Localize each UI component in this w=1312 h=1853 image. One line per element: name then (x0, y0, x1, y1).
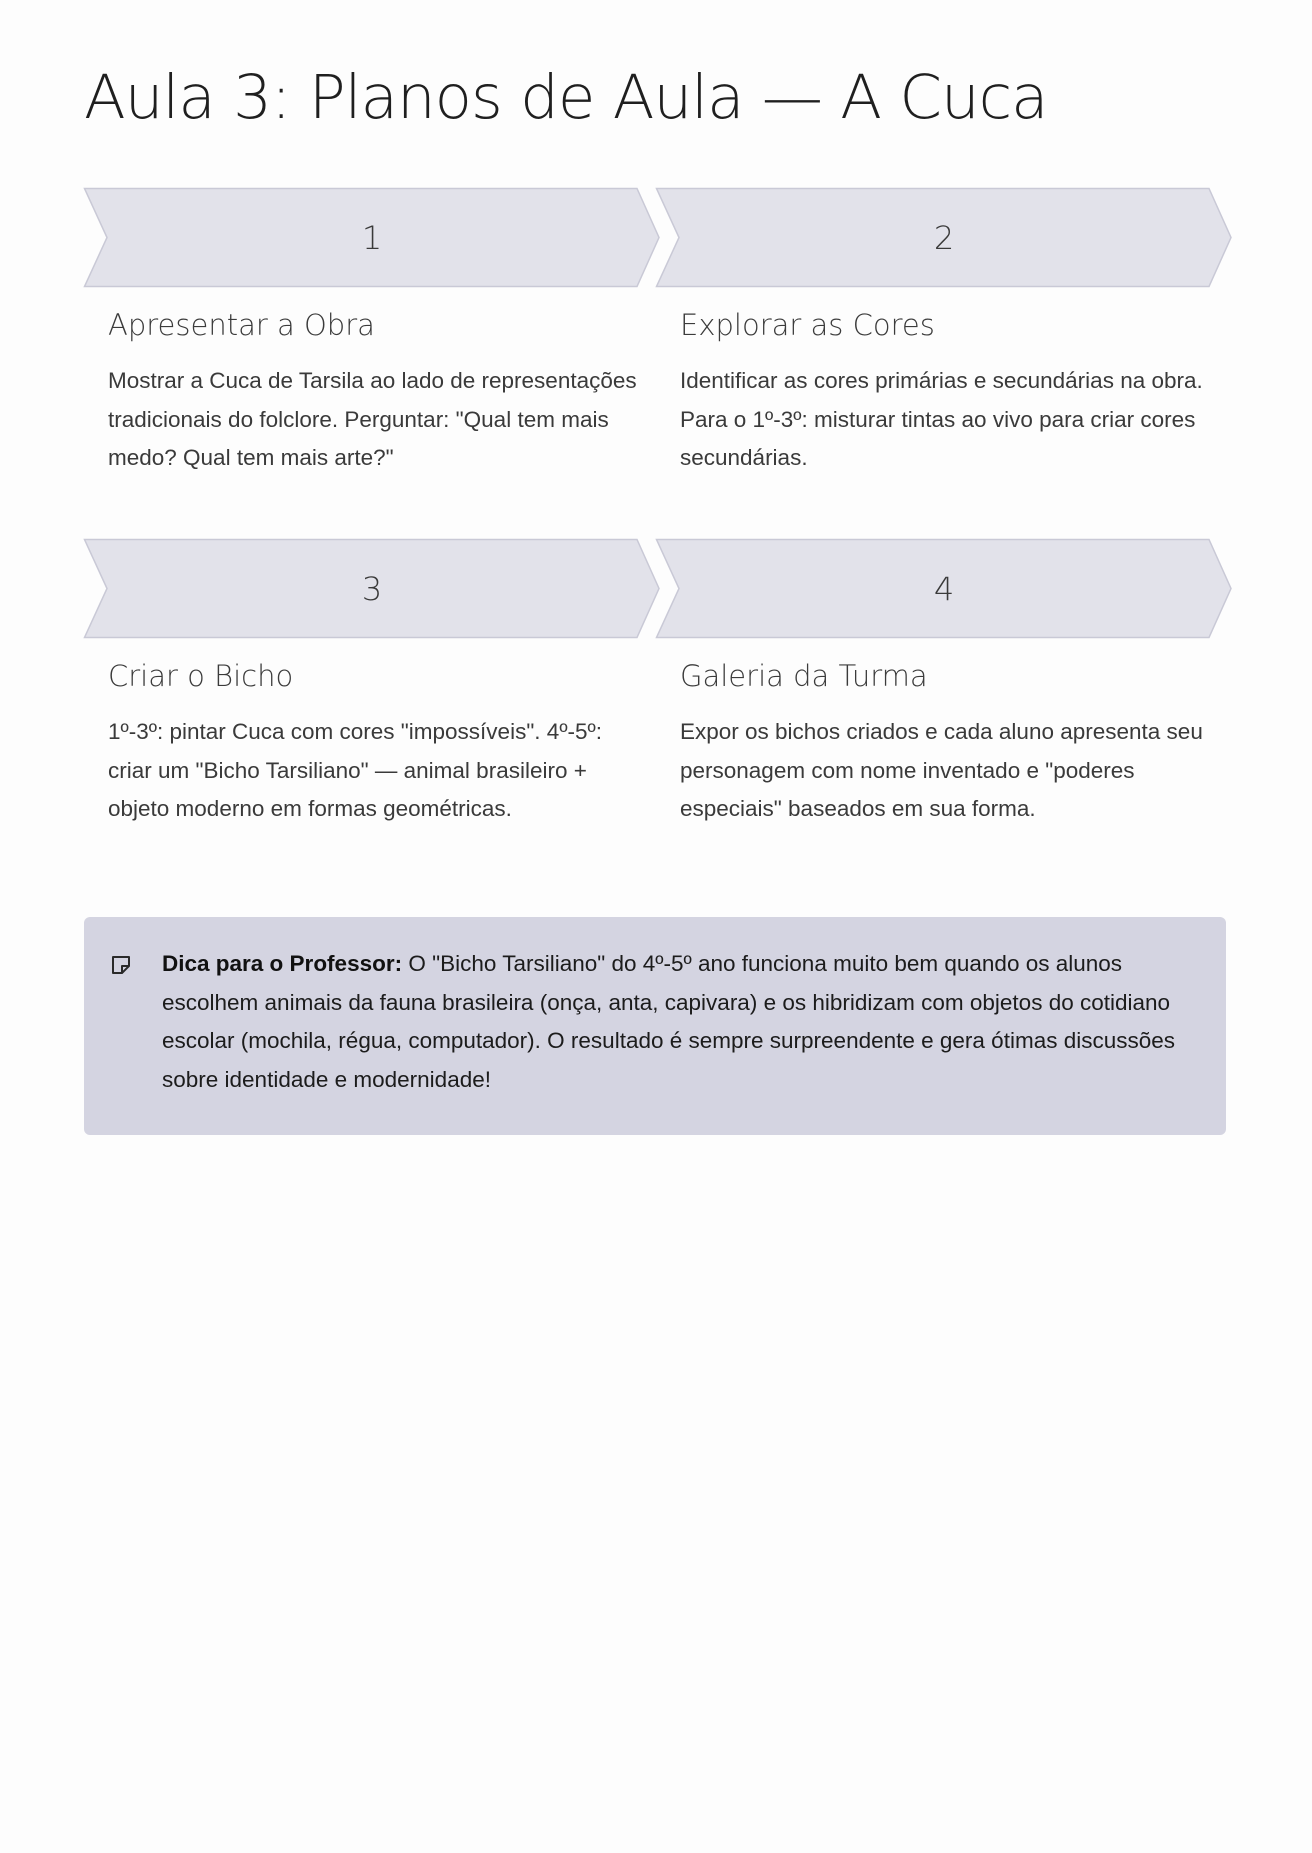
step-4 (656, 539, 1228, 890)
lesson-steps (84, 188, 1232, 890)
step-3-number: 3 (361, 569, 383, 608)
step-4-number: 4 (933, 569, 955, 608)
step-3 (84, 539, 656, 890)
step-1-chevron (84, 188, 660, 287)
step-1 (84, 188, 656, 539)
step-2-text: Identificar as cores primárias e secundárias na obra. Para o 1º-3º: misturar tintas ao vivo para criar cores secundárias. (680, 368, 1203, 470)
step-4-title: Galeria da Turma (680, 659, 928, 693)
step-1-number: 1 (361, 218, 383, 257)
teacher-tip-callout (84, 917, 1226, 1135)
step-3-title: Criar o Bicho (108, 659, 294, 693)
teacher-tip-text (162, 945, 1202, 1099)
step-3-text: 1º-3º: pintar Cuca com cores "impossíveis". 4º-5º: criar um "Bicho Tarsiliano" — animal brasileiro + objeto moderno em formas geométricas. (108, 719, 603, 821)
teacher-tip-label: Dica para o Professor: (162, 951, 403, 976)
step-2-number: 2 (933, 218, 955, 257)
step-4-text: Expor os bichos criados e cada aluno apresenta seu personagem com nome inventado e "poderes especiais" baseados em sua forma. (680, 719, 1203, 821)
step-1-title: Apresentar a Obra (108, 308, 375, 342)
note-icon (110, 954, 132, 976)
step-2 (656, 188, 1228, 539)
step-1-text: Mostrar a Cuca de Tarsila ao lado de representações tradicionais do folclore. Perguntar: "Qual tem mais medo? Qual tem mais arte?" (108, 368, 637, 470)
step-3-chevron (84, 539, 660, 638)
page-title: Aula 3: Planos de Aula — A Cuca (84, 62, 1048, 133)
step-2-title: Explorar as Cores (680, 308, 935, 342)
teacher-tip-body: O "Bicho Tarsiliano" do 4º-5º ano funciona muito bem quando os alunos escolhem animais da fauna brasileira (onça, anta, capivara) e os hibridizam com objetos do cotidiano escolar (mochila, régua, computador). O resultado é sempre surpreendente e gera ótimas discussões sobre identidade e modernidade! (162, 951, 1176, 1092)
step-2-chevron (656, 188, 1232, 287)
step-4-chevron (656, 539, 1232, 638)
